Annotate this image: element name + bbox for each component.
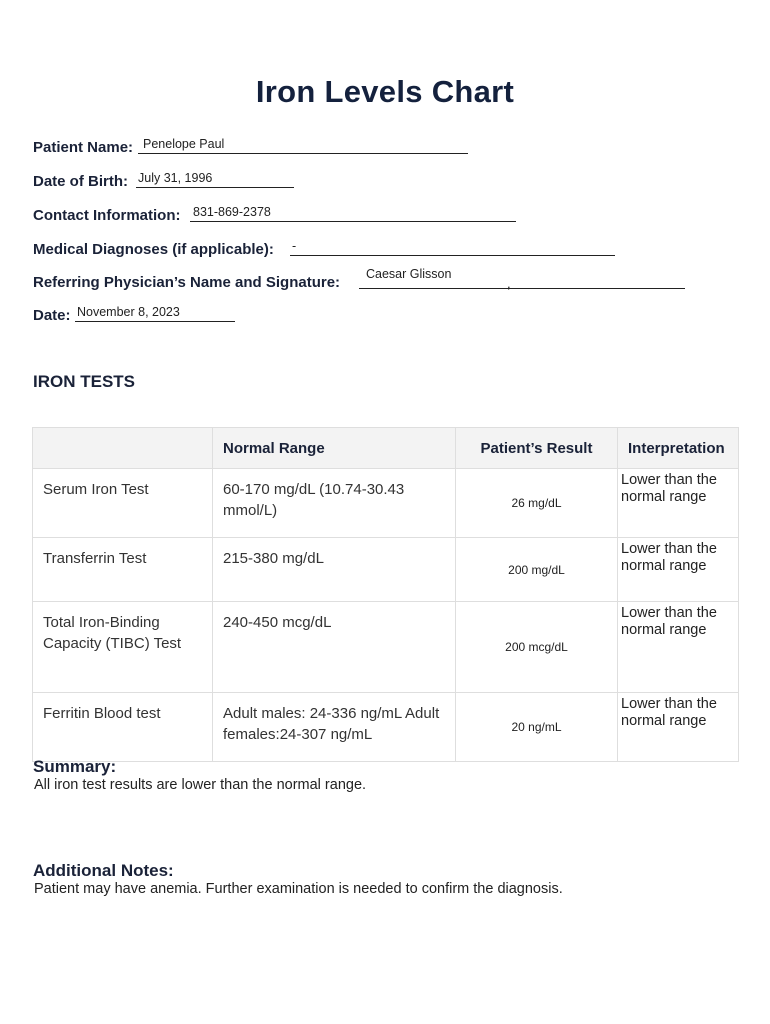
- patient-name-label: Patient Name:: [33, 139, 134, 156]
- dob-line[interactable]: [136, 187, 294, 188]
- patient-result: 200 mcg/dL: [456, 602, 618, 693]
- page-title: Iron Levels Chart: [255, 74, 515, 109]
- signature-mark: ,: [507, 276, 511, 291]
- physician-field: [33, 269, 693, 291]
- diagnoses-field: [33, 236, 623, 258]
- normal-range: 60-170 mg/dL (10.74-30.43 mmol/L): [213, 469, 456, 538]
- date-value: November 8, 2023: [77, 305, 180, 319]
- diagnoses-line[interactable]: [290, 255, 615, 256]
- summary-text: All iron test results are lower than the normal range.: [34, 777, 367, 793]
- interpretation: Lower than the normal range: [618, 469, 739, 538]
- normal-range: Adult males: 24-336 ng/mL Adult females:24-307 ng/mL: [213, 693, 456, 762]
- table-row: [33, 693, 739, 762]
- test-name: Total Iron-Binding Capacity (TIBC) Test: [33, 602, 213, 693]
- contact-value: 831-869-2378: [193, 205, 271, 219]
- contact-line[interactable]: [190, 221, 516, 222]
- patient-result: 26 mg/dL: [456, 469, 618, 538]
- summary-heading: Summary:: [33, 757, 117, 776]
- dob-field: [33, 168, 303, 190]
- table-row: [33, 538, 739, 602]
- test-name: Transferrin Test: [33, 538, 213, 602]
- table-header-row: [33, 428, 739, 469]
- patient-result: 200 mg/dL: [456, 538, 618, 602]
- table-row: [33, 469, 739, 538]
- header-patient-result: Patient’s Result: [456, 428, 618, 469]
- dob-label: Date of Birth:: [33, 173, 128, 190]
- contact-label: Contact Information:: [33, 207, 181, 224]
- diagnoses-label: Medical Diagnoses (if applicable):: [33, 241, 274, 258]
- physician-value: Caesar Glisson: [366, 267, 452, 281]
- table-row: [33, 602, 739, 693]
- patient-name-value: Penelope Paul: [143, 137, 225, 151]
- iron-tests-table: [32, 427, 739, 762]
- date-field: [33, 302, 243, 324]
- patient-result: 20 ng/mL: [456, 693, 618, 762]
- notes-heading: Additional Notes:: [33, 861, 174, 880]
- physician-signature-line[interactable]: [359, 288, 685, 289]
- test-name: Ferritin Blood test: [33, 693, 213, 762]
- normal-range: 215-380 mg/dL: [213, 538, 456, 602]
- patient-name-line[interactable]: [138, 153, 468, 154]
- normal-range: 240-450 mcg/dL: [213, 602, 456, 693]
- iron-tests-heading: IRON TESTS: [33, 372, 136, 391]
- date-line[interactable]: [75, 321, 235, 322]
- test-name: Serum Iron Test: [33, 469, 213, 538]
- header-interpretation: Interpretation: [618, 428, 739, 469]
- diagnoses-value: -: [292, 239, 297, 253]
- header-normal-range: Normal Range: [213, 428, 456, 469]
- interpretation: Lower than the normal range: [618, 693, 739, 762]
- physician-label: Referring Physician’s Name and Signature:: [33, 274, 341, 291]
- contact-field: [33, 202, 523, 224]
- interpretation: Lower than the normal range: [618, 602, 739, 693]
- date-label: Date:: [33, 307, 71, 324]
- header-test: [33, 428, 213, 469]
- dob-value: July 31, 1996: [138, 171, 213, 185]
- patient-name-field: [33, 134, 473, 156]
- notes-text: Patient may have anemia. Further examination is needed to confirm the diagnosis.: [34, 881, 563, 897]
- interpretation: Lower than the normal range: [618, 538, 739, 602]
